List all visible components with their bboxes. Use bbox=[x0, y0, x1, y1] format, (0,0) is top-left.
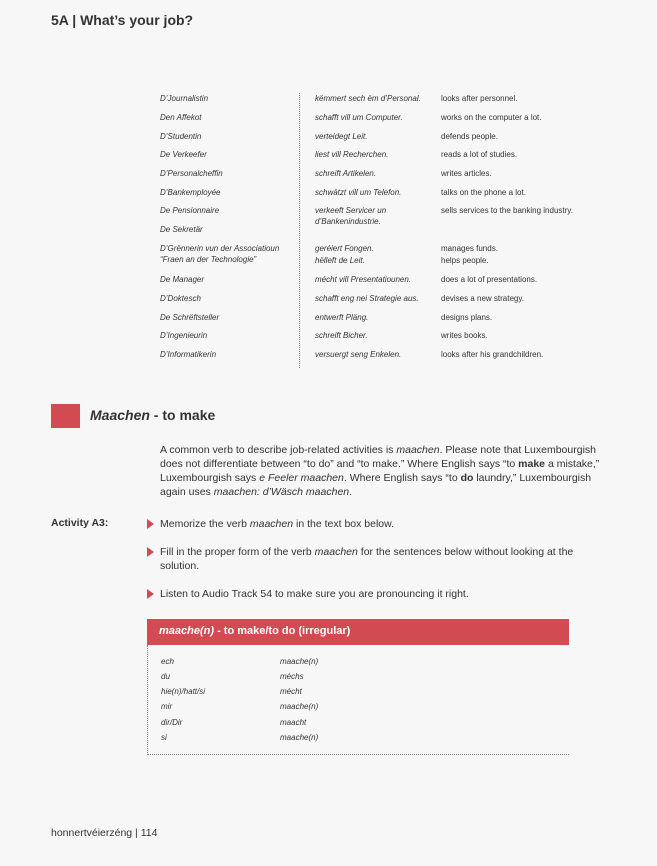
intro-italic: e Feeler maachen bbox=[259, 472, 344, 484]
job-person: D’Studentin bbox=[160, 132, 202, 141]
job-activity-eng: reads a lot of studies. bbox=[441, 150, 518, 159]
job-activity-eng: does a lot of presentations. bbox=[441, 275, 538, 284]
conjugation-box bbox=[147, 645, 569, 755]
bullet-italic: maachen bbox=[314, 546, 358, 558]
job-person: Den Affekot bbox=[160, 113, 202, 122]
intro-text: . Please note that Luxembourgish does not differentiate between “to do” and “to make.” Where English says “to bbox=[160, 444, 596, 470]
job-person: De Sekretär bbox=[160, 225, 203, 234]
bullet-text-part: Fill in the proper form of the verb bbox=[160, 546, 315, 558]
job-activity-eng: looks after personnel. bbox=[441, 94, 518, 103]
job-activity-lux: schreift Artikelen. bbox=[315, 169, 377, 178]
section-title-verb: Maachen bbox=[90, 407, 150, 423]
arrow-right-icon bbox=[147, 519, 154, 529]
page-title: 5A | What’s your job? bbox=[51, 12, 194, 28]
intro-text: . bbox=[349, 486, 353, 498]
intro-paragraph bbox=[160, 443, 600, 499]
pronoun: ech bbox=[161, 657, 174, 666]
bullet-text-part: for the sentences below without looking at the solution. bbox=[160, 546, 574, 572]
verb-form: méchs bbox=[280, 672, 304, 681]
job-person: De Schrëftsteller bbox=[160, 313, 220, 322]
job-person: D’Personalcheffin bbox=[160, 169, 223, 178]
job-activity-lux: schafft vill um Computer. bbox=[315, 113, 403, 122]
job-activity-lux: versuergt seng Enkelen. bbox=[315, 350, 402, 359]
job-activity-eng: talks on the phone a lot. bbox=[441, 188, 526, 197]
arrow-right-icon bbox=[147, 547, 154, 557]
intro-text: laundry,” Luxembourgish again uses bbox=[160, 472, 592, 498]
intro-bold: do bbox=[460, 472, 474, 484]
job-activity-lux: schafft eng nei Strategie aus. bbox=[315, 294, 419, 303]
verb-form: maacht bbox=[280, 718, 307, 727]
verb-form: mécht bbox=[280, 687, 302, 696]
job-matching-list bbox=[160, 93, 600, 368]
job-activity-eng: writes articles. bbox=[441, 169, 492, 178]
bullet-text-part: in the text box below. bbox=[293, 518, 395, 530]
job-activity-eng: works on the computer a lot. bbox=[441, 113, 542, 122]
column-divider bbox=[299, 93, 300, 368]
job-activity-eng: defends people. bbox=[441, 132, 498, 141]
pronoun: du bbox=[161, 672, 170, 681]
job-activity-lux: schreift Bicher. bbox=[315, 331, 368, 340]
job-activity-lux: verteidegt Leit. bbox=[315, 132, 368, 141]
intro-text: A common verb to describe job-related activities is bbox=[160, 444, 397, 456]
activity-label: Activity A3: bbox=[51, 517, 109, 529]
verb-form: maache(n) bbox=[280, 702, 319, 711]
section-marker bbox=[51, 404, 80, 428]
job-activity-lux: liest vill Recherchen. bbox=[315, 150, 389, 159]
section-title-rest: - to make bbox=[149, 407, 216, 423]
verb-box-title-verb: maache(n) bbox=[159, 625, 215, 637]
job-activity-lux: entwerft Pläng. bbox=[315, 313, 369, 322]
job-person: D’Bankemployée bbox=[160, 188, 221, 197]
pronoun: dir/Dir bbox=[161, 718, 183, 727]
job-activity-eng: designs plans. bbox=[441, 313, 493, 322]
job-person: D’Journalistin bbox=[160, 94, 209, 103]
page-footer: honnertvéierzéng | 114 bbox=[51, 827, 158, 839]
job-person: De Manager bbox=[160, 275, 205, 284]
job-person: D’Informatikerin bbox=[160, 350, 217, 359]
bullet-text bbox=[160, 517, 580, 531]
job-activity-lux: mécht vill Presentatiounen. bbox=[315, 275, 412, 284]
pronoun: hie(n)/hatt/si bbox=[161, 687, 206, 696]
verb-form: maache(n) bbox=[280, 733, 319, 742]
job-activity-eng: writes books. bbox=[441, 331, 488, 340]
bullet-text bbox=[160, 545, 580, 573]
verb-box-title bbox=[147, 619, 569, 645]
job-activity-lux: hëlleft de Leit. bbox=[315, 256, 365, 265]
job-activity-lux: schwätzt vill um Telefon. bbox=[315, 188, 402, 197]
intro-italic: maachen: d’Wäsch maachen bbox=[213, 486, 350, 498]
intro-text: a mistake,” Luxembourgish says bbox=[160, 458, 600, 484]
job-activity-eng: devises a new strategy. bbox=[441, 294, 525, 303]
bullet-text-part: Memorize the verb bbox=[160, 518, 250, 530]
job-activity-eng: sells services to the banking industry. bbox=[441, 206, 573, 215]
section-title bbox=[90, 407, 215, 423]
job-person: D’Grënnerin vun der Associatioun “Fraen an der Technologie” bbox=[160, 244, 280, 264]
job-activity-eng: manages funds. bbox=[441, 244, 498, 253]
job-activity-eng: helps people. bbox=[441, 256, 489, 265]
intro-text: . Where English says “to bbox=[343, 472, 461, 484]
job-person: De Verkeefer bbox=[160, 150, 207, 159]
job-activity-lux: këmmert sech ëm d’Personal. bbox=[315, 94, 421, 103]
pronoun: si bbox=[161, 733, 167, 742]
job-person: De Pensionnaire bbox=[160, 206, 220, 215]
intro-bold: make bbox=[518, 458, 546, 470]
job-activity-lux: verkeeft Servicer un d’Bankenindustrie. bbox=[315, 206, 387, 226]
bullet-text: Listen to Audio Track 54 to make sure you are pronouncing it right. bbox=[160, 588, 469, 600]
verb-box-title-rest: - to make/to do (irregular) bbox=[214, 625, 351, 637]
job-activity-eng: looks after his grandchildren. bbox=[441, 350, 544, 359]
verb-form: maache(n) bbox=[280, 657, 319, 666]
job-person: D’Doktesch bbox=[160, 294, 201, 303]
intro-italic: maachen bbox=[396, 444, 440, 456]
bullet-italic: maachen bbox=[249, 518, 294, 530]
job-person: D’Ingenieurin bbox=[160, 331, 208, 340]
job-activity-lux: geréiert Fongen. bbox=[315, 244, 374, 253]
arrow-right-icon bbox=[147, 589, 154, 599]
pronoun: mir bbox=[161, 702, 173, 711]
